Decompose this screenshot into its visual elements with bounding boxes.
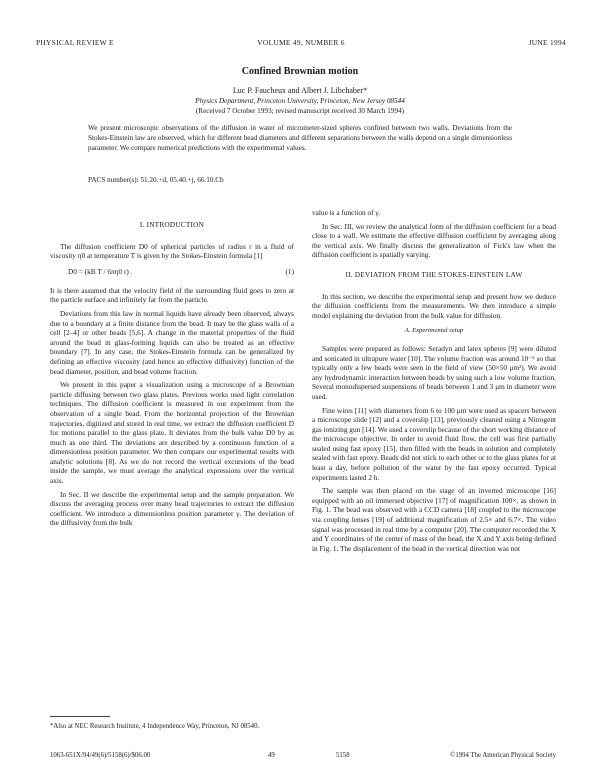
- paragraph: We present in this paper a visualization using a microscope of a Brownian particle diffusing between two glass plates. Previous works used light correlation techniques. The diffusion coefficient is measured in our experiment from the observation of a single bead. From the horizontal projection of the Brownian trajectories, digitized and stored in real time, we extract the diffusion coefficient D for motions parallel to the glass plate. It deviates from the bulk value D0 by as much as one third. The deviations are described by a continuous function of a dimensionless position parameter. We then compare our experimental results with analytic solutions [8]. As we do not record the vertical excursions of the bead inside the sample, we must average the analytical expressions over the vertical axis.: [50, 380, 294, 486]
- section-heading-deviation: II. DEVIATION FROM THE STOKES-EINSTEIN LAW: [345, 269, 523, 279]
- pacs-numbers: PACS number(s): 51.20.+d, 05.40.+j, 66.10.Cb: [88, 176, 224, 184]
- received-dates: (Received 7 October 1993; revised manuscript received 30 March 1994): [195, 107, 405, 115]
- running-header: [36, 38, 566, 50]
- paragraph: Deviations from this law in normal liquids have already been observed, always due to a boundary at a finite distance from the bead. It may be the glass walls of a cell [2–4] or other beads [5,6]. A change in the material properties of the fluid around the bead in glass-forming liquids can also be treated as an effective boundary [7]. In any case, the Stokes-Einstein formula can be generalized by defining an effective viscosity (and hence an effective diffusivity) function of the bead diameter, position, and bead volume fraction.: [50, 308, 294, 376]
- paragraph: It is there assumed that the velocity field of the surrounding fluid goes to zero at the particle surface and infinitely far from the particle.: [50, 285, 294, 305]
- subsection-heading-setup: A. Experimental setup: [404, 327, 464, 335]
- article-title: Confined Brownian motion: [241, 66, 359, 77]
- page-number: 5158: [336, 752, 350, 759]
- section-heading-introduction: I. INTRODUCTION: [139, 220, 205, 229]
- author-footnote: *Also at NEC Research Institute, 4 Independence Way, Princeton, NJ 08540.: [50, 723, 260, 730]
- article-affiliation: Physics Department, Princeton University, Princeton, New Jersey 08544: [195, 97, 405, 105]
- journal-name: PHYSICAL REVIEW E: [36, 38, 114, 47]
- issn-code: 1063-651X/94/49(6)/5158(6)/$06.00: [50, 752, 151, 759]
- left-column: [50, 210, 294, 532]
- paragraph: The sample was then placed on the stage of an inverted microscope [16] equipped with an oil immersed objective [17] of magnification 100×, as shown in Fig. 1. The bead was observed with a CCD camera [18] coupled to the microscope via coupling lenses [19] of additional magnification of 2.5× and 6.7×. The video signal was processed in real time by a computer [20]. The computer recorded the X and Y coordinates of the center of mass of the bead, the X and Y axis being defined in Fig. 1. The displacement of the bead in the vertical direction was not: [312, 486, 556, 553]
- article-authors: Luc P. Faucheux and Albert J. Libchaber*: [232, 86, 368, 95]
- equation-1: [50, 267, 294, 278]
- abstract: We present microscopic observations of the diffusion in water of micrometer-sized spheres confined between two walls. Deviations from the Stokes-Einstein law are observed, which for different bead diameters and different separations between the walls depend on a single dimensionless parameter. We compare numerical predictions with the experimental values.: [88, 124, 512, 152]
- footer-volume: 49: [268, 752, 275, 759]
- paragraph: In Sec. III, we review the analytical form of the diffusion coefficient for a bead close to a wall. We estimate the effective diffusion coefficient by averaging along the vertical axis. We finally discuss the generalization of Fick's law when the diffusion coefficient is spatially varying.: [312, 221, 556, 260]
- paragraph: value is a function of γ.: [312, 208, 381, 217]
- volume-number: VOLUME 49, NUMBER 6: [257, 38, 345, 47]
- paragraph: In Sec. II we describe the experimental setup and the sample preparation. We discuss the averaging process over many bead trajectories to extract the diffusion coefficient. We introduce a dimensionless position parameter γ. The deviation of the diffusivity from the bulk: [50, 489, 294, 528]
- footnote-rule: [50, 716, 110, 717]
- equation-body: D0 = (kB T / 6πη0 r) .: [68, 266, 133, 276]
- paragraph: The diffusion coefficient D0 of spherical particles of radius r in a fluid of viscosity η0 at temperature T is given by the Stokes-Einstein formula [1]: [50, 241, 294, 261]
- issue-date: JUNE 1994: [528, 38, 566, 47]
- page-footer: [50, 752, 556, 762]
- paragraph: In this section, we describe the experimental setup and present how we deduce the diffusion coefficients from the measurements. We then introduce a simple model explaining the deviation from the bulk value for diffusion.: [312, 291, 556, 320]
- equation-number: (1): [285, 266, 294, 276]
- right-column: [312, 208, 556, 557]
- copyright: ©1994 The American Physical Society: [450, 752, 556, 759]
- paragraph: Fine wires [11] with diameters from 6 to 100 μm were used as spacers between a microscope slide [12] and a coverslip [13], previously cleaned using a Nitrogent gas ionizing gun [14]. We used a coverslip because of the short working distance of the microscope objective. In order to avoid fluid flow, the cell was first partially sealed using fast epoxy [15], then filled with the beads in solution and completely sealed with fast epoxy. Beads did not stick to each other or to the glass plates for at least a day, before pollution of the water by the fast epoxy occurred. Typical experiments lasted 2 h.: [312, 405, 556, 482]
- paragraph: Samples were prepared as follows: Seradyn and latex spheres [9] were diluted and sonicated in ultrapure water [10]. The volume fraction was around 10⁻⁵ so that typically only a few beads were seen in the field of view (50×50 μm²). We avoid any hydrodynamic interaction between beads by using such a low volume fraction. Several monodispersed suspensions of beads between 1 and 3 μm in diameter were used.: [312, 343, 556, 401]
